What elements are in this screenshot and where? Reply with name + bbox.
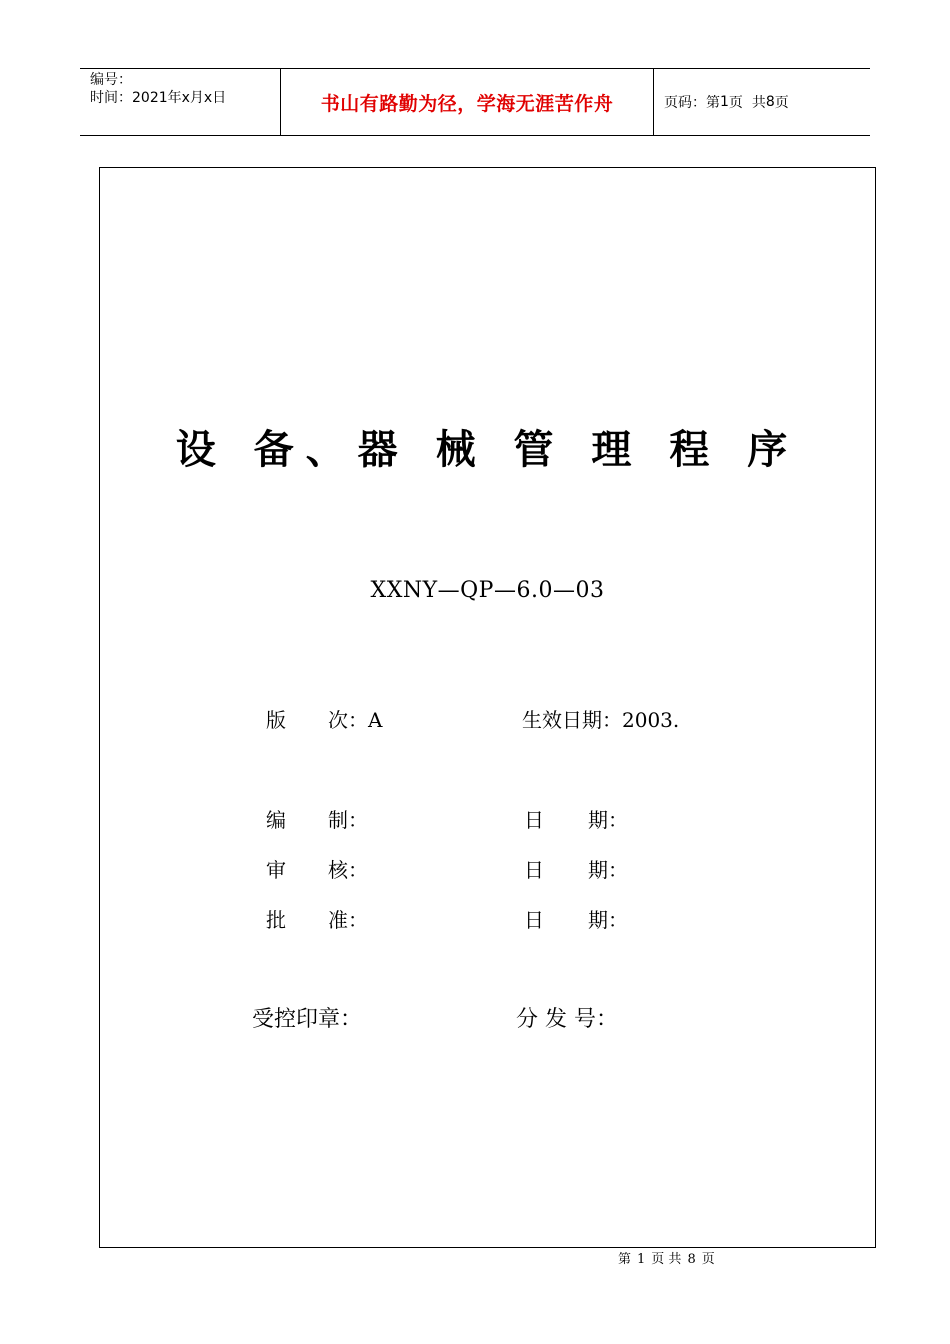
compiled-field: 编 制： [266, 808, 368, 832]
effective-date-field: 生效日期：2003. [522, 708, 680, 732]
version-value: 次：A [328, 708, 383, 732]
header-meta [80, 69, 281, 135]
page-header [80, 68, 870, 136]
page-footer [618, 1248, 715, 1267]
approved-field: 批 准： [266, 908, 368, 932]
footer-total: 8 [687, 1252, 696, 1267]
footer-mid: 页 共 [651, 1252, 682, 1267]
document-title: 设 备、器 械 管 理 程 序 [175, 427, 800, 473]
controlled-seal-label: 受控印章： [252, 1007, 363, 1032]
date-field-3: 日 期： [524, 908, 628, 932]
distribution-number-label: 分 发 号： [516, 1007, 618, 1032]
document-code: XXNY—QP—6.0—03 [370, 578, 605, 603]
cover-frame [99, 167, 876, 1248]
page-suffix: 页 [774, 95, 789, 111]
reviewed-field: 审 核： [266, 858, 368, 882]
document-number-label: 编号： [90, 72, 132, 88]
date-field-1: 日 期： [524, 808, 628, 832]
date-field-2: 日 期： [524, 858, 628, 882]
version-field [266, 704, 382, 733]
page-current: 1 [720, 94, 729, 110]
page-total: 8 [765, 94, 775, 110]
footer-current: 1 [637, 1252, 646, 1267]
header-motto: 书山有路勤为径，学海无涯苦作舟 [281, 69, 654, 135]
version-label: 版 [266, 708, 286, 732]
footer-prefix: 第 [618, 1252, 632, 1267]
header-page-info [654, 69, 870, 135]
page-label: 页码：第 [664, 95, 720, 111]
footer-suffix: 页 [701, 1252, 715, 1267]
document-time-label: 时间：2021年x月x日 [90, 90, 227, 106]
page-mid: 页 共 [728, 95, 766, 111]
